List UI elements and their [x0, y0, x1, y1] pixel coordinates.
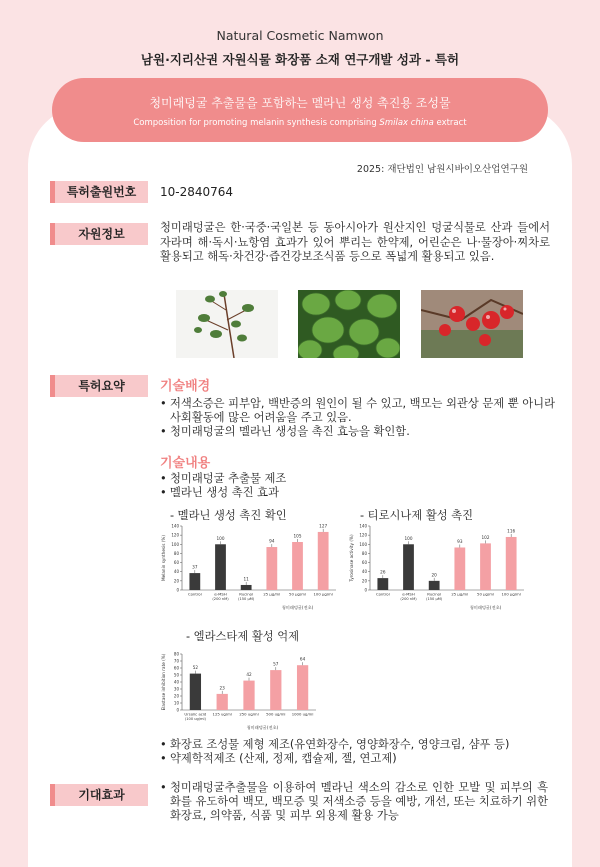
list-item: • 청미래덩굴 추출물 제조: [160, 472, 555, 486]
y-tick-label: 20: [361, 578, 367, 584]
x-axis-label: 청미래덩굴(전초): [281, 605, 314, 610]
melanin-chart: [160, 520, 340, 620]
application-number: 10-2840764: [160, 185, 234, 199]
bar: [318, 532, 329, 590]
data-label: 100: [216, 535, 225, 541]
bar: [480, 543, 491, 590]
x-tick-label: Ursolic acid: [184, 711, 207, 717]
bar: [377, 578, 388, 590]
leaves-photo: [298, 290, 400, 358]
bar: [270, 670, 281, 710]
bar: [266, 547, 277, 590]
background-list: [160, 397, 555, 440]
y-tick-label: 0: [364, 587, 367, 593]
y-tick-label: 140: [171, 523, 179, 529]
bar: [190, 674, 201, 710]
data-label: 20: [431, 572, 437, 578]
y-tick-label: 0: [176, 587, 179, 593]
bar: [217, 694, 228, 710]
label-application-number: 특허출원번호: [50, 181, 148, 203]
y-axis-label: Tyrosinase activity (%): [349, 534, 354, 582]
data-label: 94: [269, 538, 275, 544]
data-label: 102: [481, 534, 490, 540]
label-expected-effect: 기대효과: [50, 784, 148, 806]
y-tick-label: 20: [173, 578, 179, 584]
background-heading: 기술배경: [160, 379, 211, 394]
tech-list-2: [160, 738, 555, 766]
y-tick-label: 0: [176, 707, 179, 713]
title-banner: [52, 78, 548, 142]
title-english-species: Smilax china: [379, 118, 434, 128]
data-label: 11: [243, 576, 249, 582]
x-tick-label: 25 μg/ml: [451, 591, 469, 597]
y-axis-label: Elastase inhibition rate (%): [161, 653, 166, 711]
x-tick-label: 125 ug/ml: [212, 711, 232, 717]
x-tick-label: Rucinol: [427, 591, 442, 597]
y-tick-label: 40: [173, 569, 179, 575]
x-axis-label: 청미래덩굴(전초): [246, 725, 279, 730]
y-tick-label: 60: [173, 665, 179, 671]
label-patent-summary: 특허요약: [50, 375, 148, 397]
y-tick-label: 80: [173, 651, 179, 657]
data-label: 52: [192, 665, 199, 671]
data-label: 105: [293, 533, 302, 539]
chart3-title: - 엘라스타제 활성 억제: [186, 630, 300, 643]
y-tick-label: 100: [171, 541, 179, 547]
y-tick-label: 140: [359, 523, 367, 529]
title-english: [52, 118, 548, 128]
data-label: 26: [380, 569, 386, 575]
chart2-title: - 티로시나제 활성 촉진: [360, 509, 474, 522]
x-tick-sublabel: (150 μM): [238, 597, 255, 601]
y-tick-label: 80: [361, 550, 367, 556]
y-tick-label: 40: [173, 679, 179, 685]
label-resource-info: 자원정보: [50, 223, 148, 245]
x-tick-label: Control: [375, 591, 390, 597]
tech-heading: 기술내용: [160, 456, 211, 471]
list-item: • 화장료 조성물 제형 제조(유연화장수, 영양화장수, 영양크림, 샴푸 등): [160, 738, 555, 752]
bar: [454, 547, 465, 590]
data-label: 127: [319, 523, 328, 529]
list-item: • 멜라닌 생성 촉진 효과: [160, 486, 555, 500]
plant-stem-photo: [176, 290, 278, 358]
title-korean: 청미래덩굴 추출물을 포함하는 멜라닌 생성 촉진용 조성물: [149, 96, 451, 110]
data-label: 116: [507, 528, 516, 534]
bar: [215, 544, 226, 590]
data-label: 42: [246, 672, 252, 678]
x-tick-label: 50 μg/ml: [289, 591, 306, 597]
y-tick-label: 60: [361, 560, 367, 566]
y-tick-label: 50: [173, 672, 179, 678]
data-label: 23: [219, 685, 225, 691]
y-tick-label: 60: [173, 560, 179, 566]
org-name: Natural Cosmetic Namwon: [216, 28, 384, 43]
tech-list: [160, 472, 555, 500]
x-tick-label: 50 μg/ml: [477, 591, 494, 597]
y-tick-label: 70: [173, 658, 179, 664]
x-tick-sublabel: (200 nM): [212, 597, 229, 601]
x-tick-label: 1000 ug/ml: [291, 711, 314, 717]
resource-text: 청미래덩굴은 한·국중·국일본 등 동아시아가 원산지인 덩굴식물로 산과 들에서 자라며 해·독시·뇨항염 효과가 있어 뿌리는 한약제, 어린순은 나·물장아·찌차로 활용되고 해독·차건강·즙건강보조식품 등으로 폭넓게 활용되고 있음.: [160, 221, 550, 263]
bar: [292, 542, 303, 590]
bar: [297, 665, 308, 710]
bar: [241, 585, 252, 590]
title-english-post: extract: [433, 118, 467, 128]
y-tick-label: 100: [359, 541, 367, 547]
bar: [189, 573, 200, 590]
x-tick-label: 100 μg/ml: [501, 591, 521, 597]
y-tick-label: 30: [173, 686, 179, 692]
y-tick-label: 20: [173, 693, 179, 699]
title-english-pre: Composition for promoting melanin synthesis comprising: [133, 118, 380, 128]
x-tick-label: 100 μg/ml: [313, 591, 333, 597]
data-label: 37: [192, 564, 198, 570]
data-label: 57: [273, 661, 279, 667]
x-tick-label: 250 ug/ml: [239, 711, 259, 717]
bar: [506, 537, 517, 590]
y-axis-label: Melanin synthesis (%): [161, 534, 166, 582]
data-label: 64: [299, 656, 306, 662]
x-tick-label: α-MSH: [402, 591, 415, 597]
bar: [429, 581, 440, 590]
bar: [243, 681, 254, 710]
x-tick-sublabel: (100 ug/ml): [184, 717, 206, 721]
data-label: 100: [404, 535, 413, 541]
bar: [403, 544, 414, 590]
y-tick-label: 120: [359, 532, 367, 538]
x-tick-sublabel: (150 μM): [426, 597, 443, 601]
x-axis-label: 청미래덩굴(전초): [469, 605, 502, 610]
effect-list: [160, 781, 548, 824]
list-item: • 저색소증은 피부암, 백반증의 원인이 될 수 있고, 백모는 외관상 문제 뿐 아니라 사회활동에 많은 어려움을 주고 있음.: [160, 397, 555, 425]
x-tick-label: Control: [187, 591, 202, 597]
chart1-title: - 멜라닌 생성 촉진 확인: [170, 509, 287, 522]
data-label: 93: [457, 538, 463, 544]
x-tick-sublabel: (200 nM): [400, 597, 417, 601]
y-tick-label: 10: [173, 700, 179, 706]
tyrosinase-chart: [348, 520, 528, 620]
berries-photo: [421, 290, 523, 358]
list-item: • 청미래덩굴추출물을 이용하여 멜라닌 색소의 감소로 인한 모발 및 피부의 흑화를 유도하여 백모, 백모증 및 저색소증 등을 예방, 개선, 또는 치료하기 위한 화장료, 의약품, 식품 및 피부 외용제 활용 가능: [160, 781, 548, 824]
list-item: • 청미래덩굴의 멜라닌 생성을 촉진 효능을 확인함.: [160, 425, 555, 439]
y-tick-label: 120: [171, 532, 179, 538]
x-tick-label: α-MSH: [214, 591, 227, 597]
x-tick-label: Rucinol: [239, 591, 254, 597]
elastase-chart: [160, 648, 320, 740]
y-tick-label: 80: [173, 550, 179, 556]
y-tick-label: 40: [361, 569, 367, 575]
list-item: • 약제학적제조 (산제, 정제, 캡슐제, 젤, 연고제): [160, 752, 555, 766]
page-headline: 남원·지리산권 자원식물 화장품 소재 연구개발 성과 - 특허: [140, 52, 460, 67]
x-tick-label: 500 ug/ml: [266, 711, 286, 717]
year-org: 2025: 재단법인 남원시바이오산업연구원: [356, 164, 528, 175]
x-tick-label: 25 μg/ml: [263, 591, 281, 597]
